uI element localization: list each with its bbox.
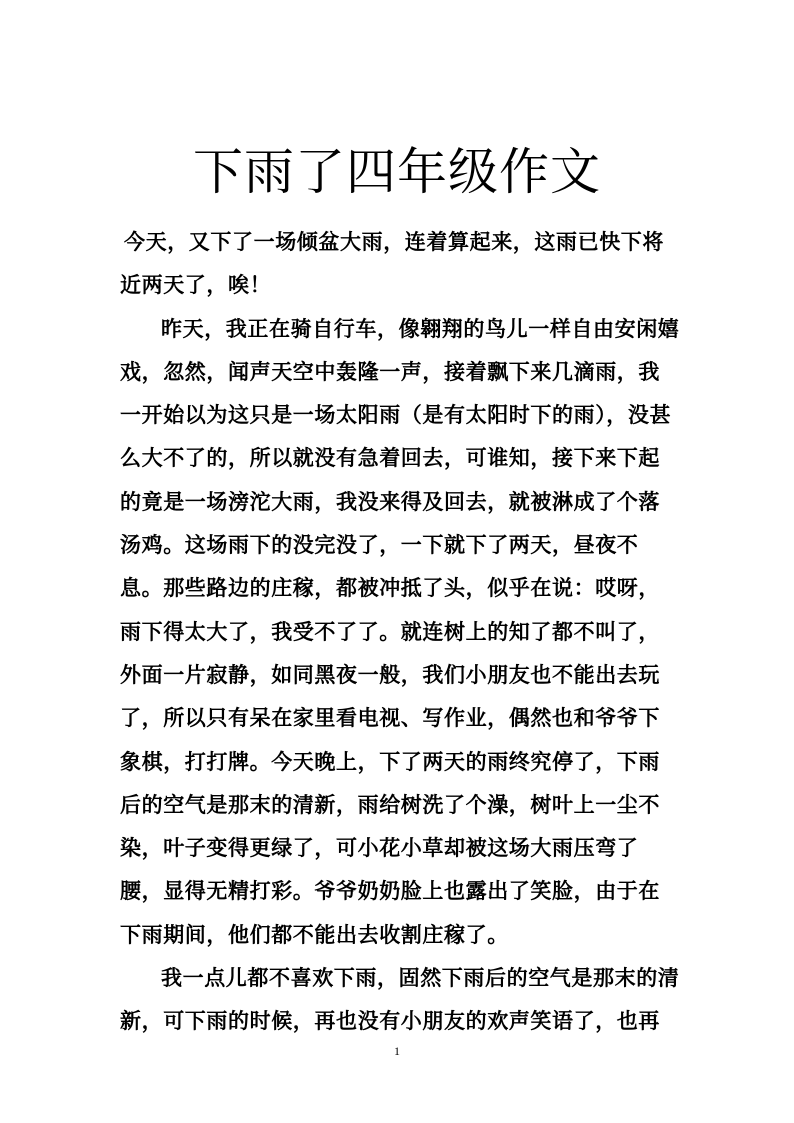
paragraph-line: 么大不了的，所以就没有急着回去，可谁知，接下来下起 (120, 445, 660, 470)
paragraph-line: 了，所以只有呆在家里看电视、写作业，偶然也和爷爷下 (120, 705, 660, 730)
paragraph-line: 染，叶子变得更绿了，可小花小草却被这场大雨压弯了 (120, 835, 639, 860)
paragraph-line: 汤鸡。这场雨下的没完没了，一下就下了两天，昼夜不 (120, 532, 639, 557)
paragraph-line: 后的空气是那末的清新，雨给树洗了个澡，树叶上一尘不 (120, 792, 660, 817)
paragraph-line: 象棋，打打牌。今天晚上，下了两天的雨终究停了，下雨 (120, 749, 660, 774)
paragraph-line: 雨下得太大了，我受不了了。就连树上的知了都不叫了， (120, 619, 660, 644)
document-title: 下雨了四年级作文 (193, 143, 601, 201)
paragraph-line: 昨天，我正在骑自行车，像翱翔的鸟儿一样自由安闲嬉 (161, 316, 680, 341)
paragraph-line: 的竟是一场滂沱大雨，我没来得及回去，就被淋成了个落 (120, 489, 660, 514)
paragraph-line: 近两天了，唉！ (120, 272, 272, 297)
paragraph-line: 我一点儿都不喜欢下雨，固然下雨后的空气是那末的清 (161, 965, 680, 990)
paragraph-line: 今天，又下了一场倾盆大雨，连着算起来，这雨已快下将 (124, 229, 664, 254)
paragraph-line: 一开始以为这只是一场太阳雨（是有太阳时下的雨），没甚 (120, 402, 672, 427)
paragraph-line: 腰，显得无精打彩。爷爷奶奶脸上也露出了笑脸，由于在 (120, 878, 660, 903)
paragraph-line: 新，可下雨的时候，再也没有小朋友的欢声笑语了，也再 (120, 1008, 660, 1033)
paragraph-line: 息。那些路边的庄稼，都被冲抵了头，似乎在说：哎呀， (120, 575, 660, 600)
paragraph-line: 外面一片寂静，如同黑夜一般，我们小朋友也不能出去玩 (120, 662, 660, 687)
paragraph-line: 下雨期间，他们都不能出去收割庄稼了。 (120, 922, 509, 947)
paragraph-line: 戏，忽然，闻声天空中轰隆一声，接着飘下来几滴雨，我 (120, 359, 660, 384)
page-number: 1 (394, 1044, 400, 1058)
